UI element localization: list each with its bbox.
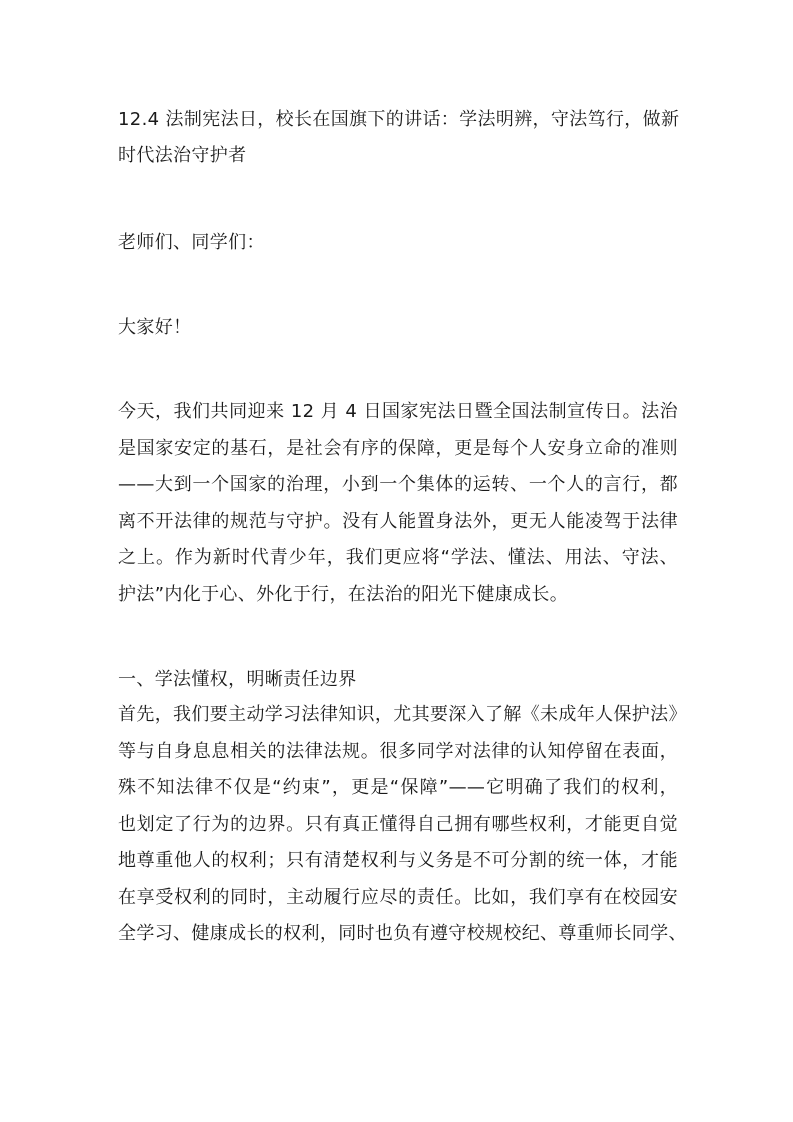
section-body-line: 在享受权利的同时，主动履行应尽的责任。比如，我们享有在校园安 [118, 887, 678, 908]
section-body-line: 全学习、健康成长的权利，同时也负有遵守校规校纪、尊重师长同学、 [118, 923, 687, 944]
intro-paragraph-line: ——大到一个国家的治理，小到一个集体的运转、一个人的言行，都 [118, 474, 678, 495]
document-title-line-2: 时代法治守护者 [118, 145, 247, 166]
greeting: 大家好！ [118, 317, 192, 338]
intro-paragraph-line: 今天，我们共同迎来 12 月 4 日国家宪法日暨全国法制宣传日。法治 [118, 401, 678, 422]
intro-paragraph-line: 护法”内化于心、外化于行，在法治的阳光下健康成长。 [118, 584, 569, 605]
section-body-line: 等与自身息息相关的法律法规。很多同学对法律的认知停留在表面， [118, 741, 678, 762]
intro-paragraph-line: 离不开法律的规范与守护。没有人能置身法外，更无人能凌驾于法律 [118, 511, 678, 532]
section-body-line: 首先，我们要主动学习法律知识，尤其要深入了解《未成年人保护法》 [118, 704, 687, 725]
section-body-line: 殊不知法律不仅是“约束”，更是“保障”——它明确了我们的权利， [118, 777, 678, 798]
intro-paragraph-line: 之上。作为新时代青少年，我们更应将“学法、懂法、用法、守法、 [118, 547, 678, 568]
salutation: 老师们、同学们： [118, 232, 265, 253]
section-body-line: 也划定了行为的边界。只有真正懂得自己拥有哪些权利，才能更自觉 [118, 814, 678, 835]
section-heading: 一、学法懂权，明晰责任边界 [118, 669, 357, 690]
intro-paragraph-line: 是国家安定的基石，是社会有序的保障，更是每个人安身立命的准则 [118, 438, 678, 459]
document-title-line-1: 12.4 法制宪法日，校长在国旗下的讲话：学法明辨，守法笃行，做新 [118, 109, 680, 130]
section-body-line: 地尊重他人的权利；只有清楚权利与义务是不可分割的统一体，才能 [118, 850, 678, 871]
